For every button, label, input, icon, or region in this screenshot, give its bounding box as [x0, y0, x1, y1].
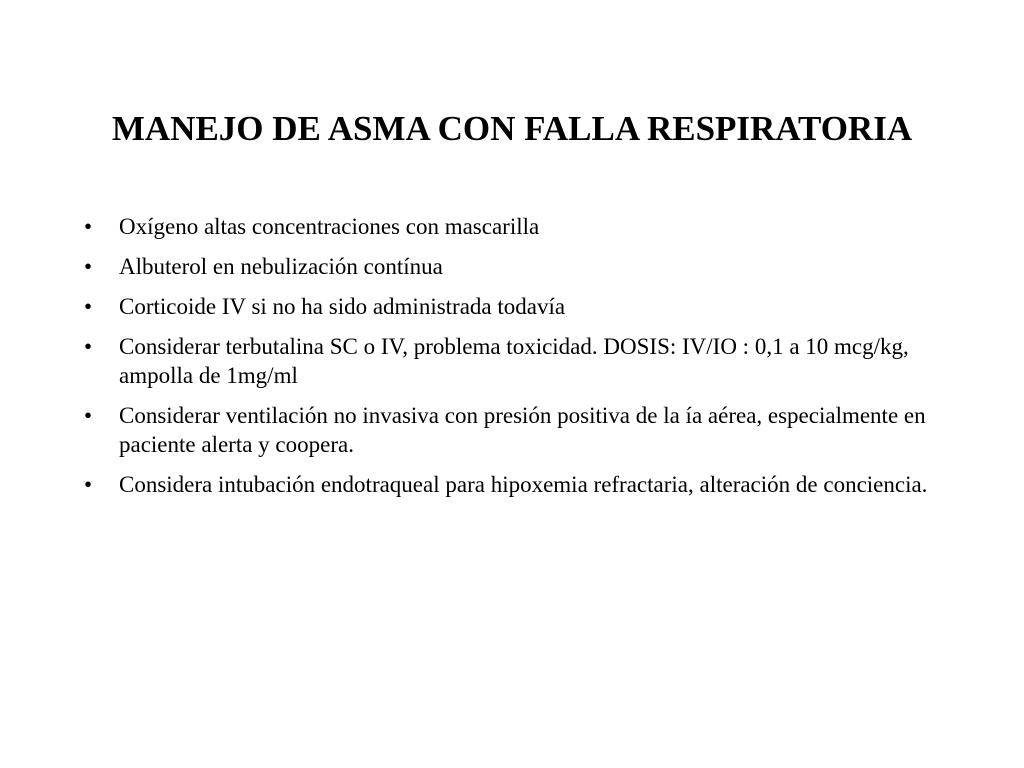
bullet-text: Albuterol en nebulización contínua: [119, 254, 443, 279]
bullet-icon: •: [84, 214, 93, 239]
bullet-item-oxygen: [84, 212, 944, 241]
bullet-text: Corticoide IV si no ha sido administrada todavía: [119, 294, 566, 319]
bullet-item-ventilation: [84, 401, 944, 459]
bullet-text: Considerar terbutalina SC o IV, problema toxicidad. DOSIS: IV/IO : 0,1 a 10 mcg/kg, ampolla de 1mg/ml: [119, 334, 909, 388]
slide-title: MANEJO DE ASMA CON FALLA RESPIRATORIA: [111, 109, 913, 148]
bullet-text: Oxígeno altas concentraciones con mascarilla: [119, 214, 540, 239]
bullet-item-terbutaline: [84, 332, 944, 390]
bullet-icon: •: [84, 334, 93, 359]
bullet-icon: •: [84, 472, 93, 497]
bullet-item-albuterol: [84, 252, 944, 281]
bullet-list: [84, 212, 944, 510]
bullet-icon: •: [84, 403, 93, 428]
bullet-icon: •: [84, 254, 93, 279]
bullet-text: Considerar ventilación no invasiva con presión positiva de la ía aérea, especialmente en paciente alerta y coopera.: [119, 403, 926, 457]
bullet-item-intubation: [84, 470, 944, 499]
bullet-item-corticoid: [84, 292, 944, 321]
bullet-text: Considera intubación endotraqueal para hipoxemia refractaria, alteración de conciencia.: [119, 472, 928, 497]
bullet-icon: •: [84, 294, 93, 319]
